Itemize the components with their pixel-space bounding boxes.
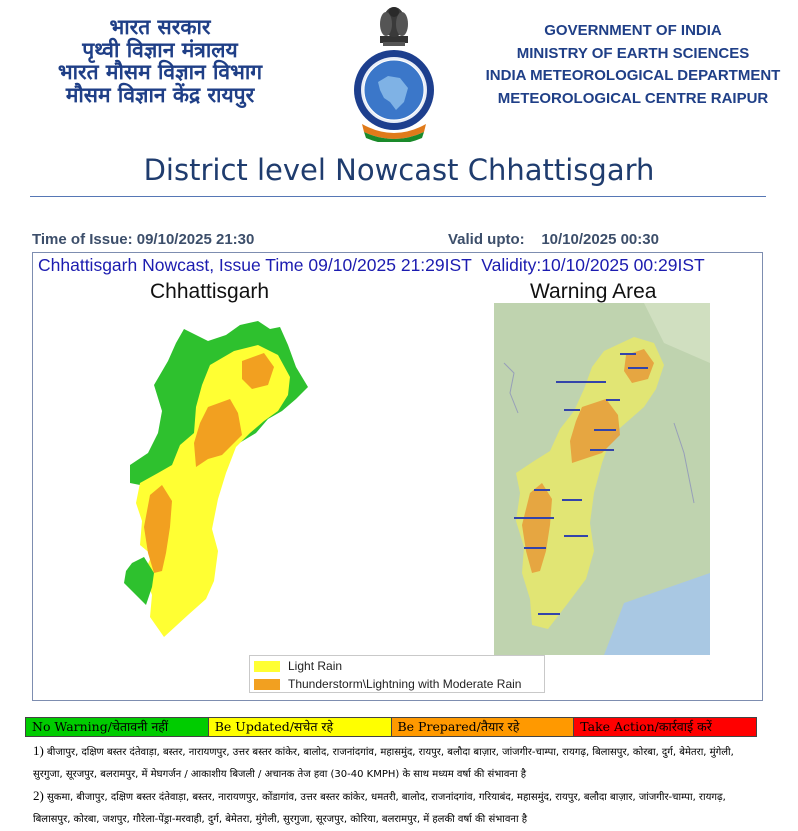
warning-level-be-prepared: Be Prepared/तैयार रहे	[392, 718, 575, 736]
legend-swatch-thunderstorm	[254, 679, 280, 690]
english-line-3: INDIA METEOROLOGICAL DEPARTMENT	[485, 67, 781, 84]
map-legend	[249, 655, 545, 693]
warning-level-bar	[25, 717, 757, 737]
forecast-notes	[33, 740, 793, 830]
english-header	[478, 20, 788, 110]
nowcast-panel-heading: Chhattisgarh Nowcast, Issue Time 09/10/2025 21:29IST Validity:10/10/2025 00:29IST	[38, 255, 705, 275]
note-2-text-2: बिलासपुर, कोरबा, जशपुर, गौरेला-पेंड्रा-मरवाही, दुर्ग, बेमेतरा, मुंगेली, सुरगुजा, सूरजपुर, कोरिया, बलरामपुर, में हलकी वर्षा की संभावना है	[33, 813, 528, 825]
district-nowcast-map	[118, 315, 318, 645]
note-2-number: 2)	[33, 788, 44, 803]
hindi-line-2: पृथ्वी विज्ञान मंत्रालय	[82, 37, 238, 62]
hindi-header	[40, 16, 280, 106]
time-of-issue: Time of Issue: 09/10/2025 21:30	[32, 231, 255, 248]
legend-swatch-light-rain	[254, 661, 280, 672]
note-2-line-1	[33, 785, 793, 809]
note-1-text-1: बीजापुर, दक्षिण बस्तर दंतेवाड़ा, बस्तर, नारायणपुर, उत्तर बस्तर कांकेर, बालोद, राजनांदगांव, महासमुंद, रायपुर, बलौदा बाज़ार, जांजगीर-चाम्पा, रायगढ़, बिलासपुर, कोरबा, दुर्ग, बेमेतरा, मुंगेली,	[47, 747, 734, 758]
note-1-line-1	[33, 740, 793, 764]
warning-level-be-updated: Be Updated/सचेत रहे	[209, 718, 392, 736]
note-2-text-1: सुकमा, बीजापुर, दक्षिण बस्तर दंतेवाड़ा, बस्तर, नारायणपुर, कोंडागांव, उत्तर बस्तर कांकेर, धमतरी, बालोद, राजनांदगांव, गरियाबंद, महासमुंद, रायपुर, बलौदा बाज़ार, जांजगीर-चाम्पा, रायगढ़,	[47, 792, 726, 803]
valid-upto: Valid upto: 10/10/2025 00:30	[448, 231, 659, 248]
english-line-2: MINISTRY OF EARTH SCIENCES	[516, 44, 750, 62]
legend-item-light-rain	[254, 659, 342, 673]
note-1-text-2: सुरगुजा, सूरजपुर, बलरामपुर, में मेघगर्जन / आकाशीय बिजली / अचानक तेज हवा (30-40 KMPH) के साथ मध्यम वर्षा की संभावना है	[33, 768, 527, 780]
page-title: District level Nowcast Chhattisgarh	[143, 153, 655, 187]
hindi-line-4: मौसम विज्ञान केंद्र रायपुर	[65, 82, 255, 107]
warning-level-take-action: Take Action/कार्रवाई करें	[574, 718, 756, 736]
legend-item-thunderstorm	[254, 677, 521, 691]
note-1-number: 1)	[33, 743, 44, 758]
hindi-line-3: भारत मौसम विज्ञान विभाग	[57, 60, 263, 84]
warning-area-map-title: Warning Area	[530, 280, 657, 303]
english-line-4: METEOROLOGICAL CENTRE RAIPUR	[497, 89, 769, 107]
imd-logo-icon	[354, 50, 434, 142]
title-divider	[30, 196, 766, 197]
english-line-1: GOVERNMENT OF INDIA	[544, 22, 722, 39]
chhattisgarh-map-title: Chhattisgarh	[150, 280, 270, 303]
warning-area-map	[494, 303, 710, 655]
ashoka-emblem-icon	[380, 7, 408, 46]
legend-label-light-rain: Light Rain	[288, 659, 343, 673]
warning-level-no-warning: No Warning/चेतावनी नहीं	[26, 718, 209, 736]
imd-emblem-logo	[350, 2, 438, 142]
hindi-line-1: भारत सरकार	[109, 15, 211, 39]
legend-label-thunderstorm: Thunderstorm\Lightning with Moderate Rain	[288, 677, 522, 691]
